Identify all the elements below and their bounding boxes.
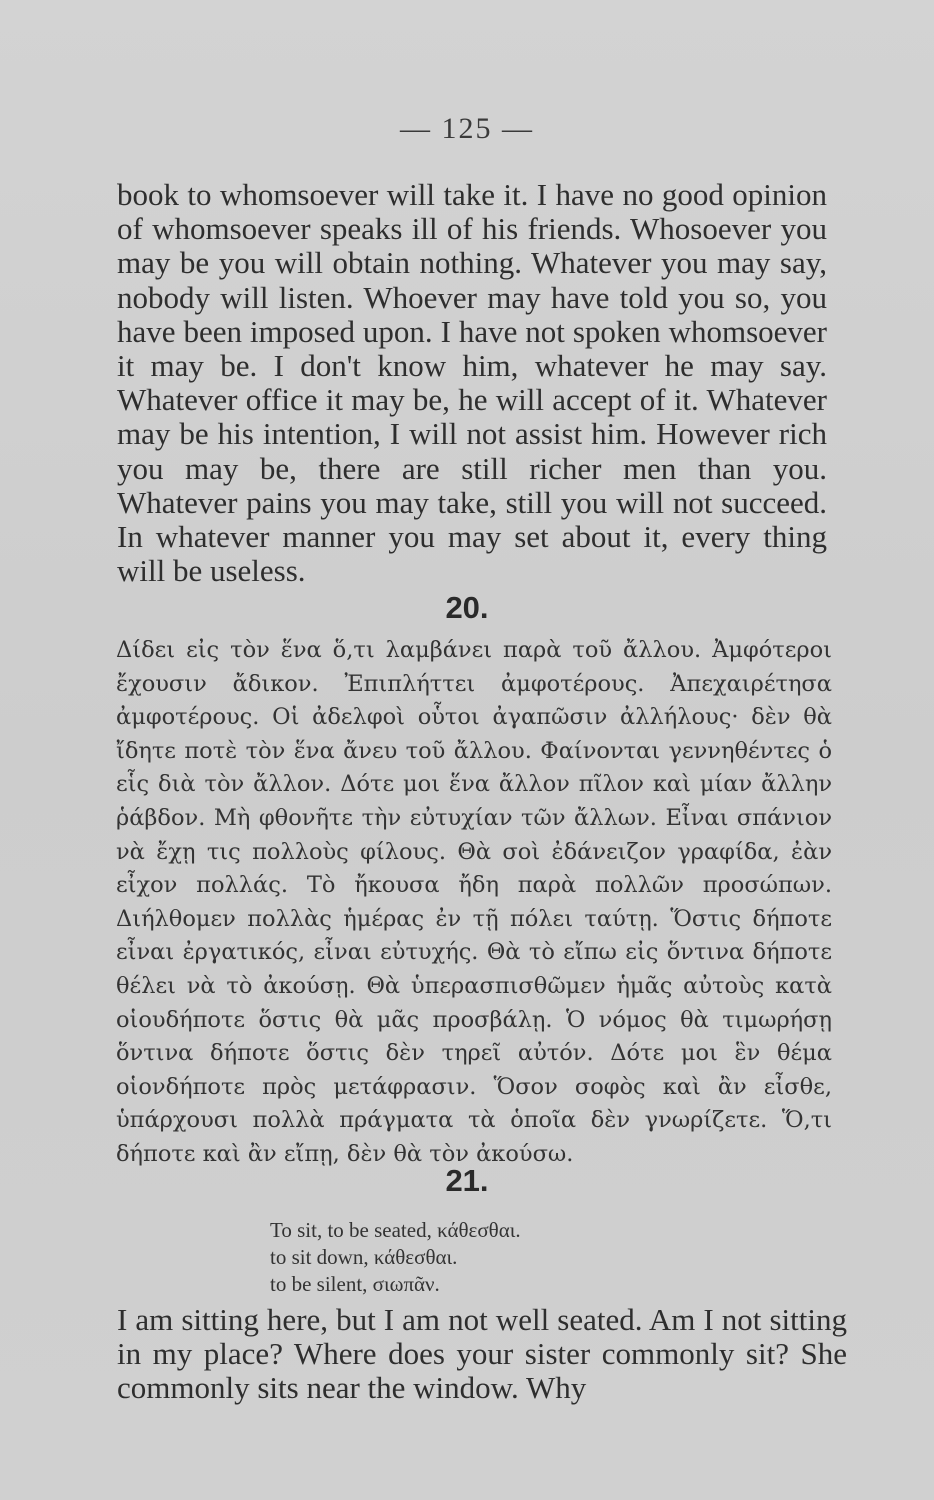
english-paragraph-sitting: I am sitting here, but I am not well seated. Am I not sitting in my place? Where does your sister commonly sit? She commonly sits near the window. Why — [117, 1302, 847, 1405]
english-paragraph-whomsoever: book to whomsoever will take it. I have no good opinion of whomsoever speaks ill of his friends. Whosoever you may be you will obtain nothing. Whatever you may say, nobody will listen. Whoever may have told you so, you have been imposed upon. I have not spoken whomsoever it may be. I don't know him, whatever he may say. Whatever office it may be, he will accept of it. Whatever may be his intention, I will not assist him. However rich you may be, there are still richer men than you. Whatever pains you may take, still you will not succeed. In whatever manner you may set about it, every thing will be useless. — [117, 177, 827, 589]
exercise-heading-20: 20. — [445, 590, 489, 625]
greek-paragraph: Δίδει εἰς τὸν ἕνα ὅ,τι λαμβάνει παρὰ τοῦ ἄλλου. Ἀμφότεροι ἔχουσιν ἄδικον. Ἐπιπλήττει ἀμφοτέρους. Ἀπεχαιρέτησα ἀμφοτέρους. Οἱ ἀδελφοὶ οὗτοι ἀγαπῶσιν ἀλλήλους· δὲν θὰ ἴδητε ποτὲ τὸν ἕνα ἄνευ τοῦ ἄλλου. Φαίνονται γεννηθέντες ὁ εἷς διὰ τὸν ἄλλον. Δότε μοι ἕνα ἄλλον πῖλον καὶ μίαν ἄλλην ῥάβδον. Μὴ φθονῆτε τὴν εὐτυχίαν τῶν ἄλλων. Εἶναι σπάνιον νὰ ἔχῃ τις πολλοὺς φίλους. Θὰ σοὶ ἐδάνειζον γραφίδα, ἐὰν εἶχον πολλάς. Τὸ ἤκουσα ἤδη παρὰ πολλῶν προσώπων. Διήλθομεν πολλὰς ἡμέρας ἐν τῇ πόλει ταύτῃ. Ὅστις δήποτε εἶναι ἐργατικός, εἶναι εὐτυχής. Θὰ τὸ εἴπω εἰς ὅντινα δήποτε θέλει νὰ τὸ ἀκούσῃ. Θὰ ὑπερασπισθῶμεν ἡμᾶς αὐτοὺς κατὰ οἱουδήποτε ὅστις θὰ μᾶς προσβάλῃ. Ὁ νόμος θὰ τιμωρήσῃ ὅντινα δήποτε ὅστις δὲν τηρεῖ αὐτόν. Δότε μοι ἓν θέμα οἱονδήποτε πρὸς μετάφρασιν. Ὅσον σοφὸς καὶ ἂν εἶσθε, ὑπάρχουσι πολλὰ πράγματα τὰ ὁποῖα δὲν γνωρίζετε. Ὅ,τι δήποτε καὶ ἂν εἴπῃ, δὲν θὰ τὸν ἀκούσω. — [116, 637, 832, 1167]
vocab-line: to sit down, κάθεσθαι. — [270, 1245, 458, 1269]
vocabulary-list — [270, 1217, 521, 1298]
vocab-line: To sit, to be seated, κάθεσθαι. — [270, 1218, 521, 1242]
exercise-heading-21: 21. — [445, 1163, 489, 1198]
vocab-line: to be silent, σιωπᾶν. — [270, 1272, 440, 1296]
page-number: — 125 — — [400, 112, 534, 145]
